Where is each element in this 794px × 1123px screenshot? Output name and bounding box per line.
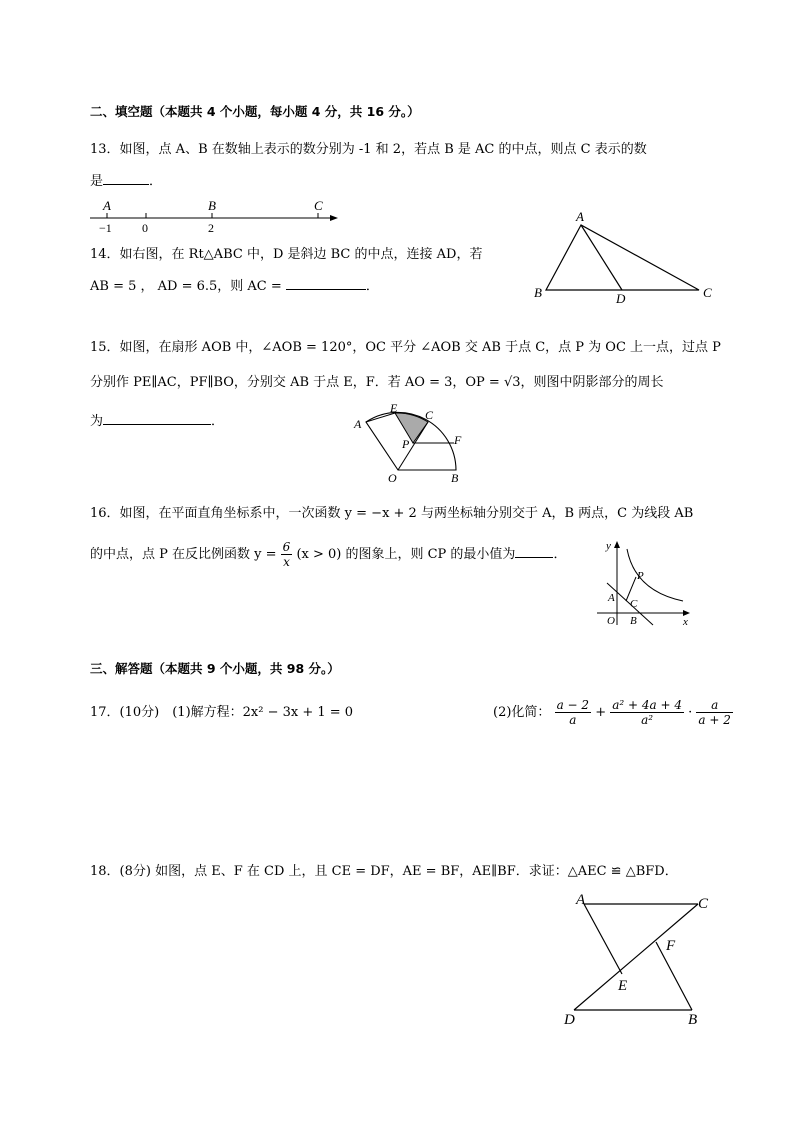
label-C: C [314, 198, 323, 213]
q14-answer-blank[interactable] [286, 277, 366, 290]
segment-AE [584, 904, 622, 974]
q14-suffix: ． [365, 279, 379, 294]
q18-figure [560, 892, 720, 1032]
q13-prefix: 是 [90, 174, 104, 189]
frac3-num: a [696, 698, 732, 713]
label-A: A [103, 198, 111, 213]
label-A: A [354, 417, 362, 431]
q14-text-line1: 14．如右图，在 Rt△ABC 中，D 是斜边 BC 的中点，连接 AD，若 [90, 247, 483, 262]
frac1-num: a − 2 [556, 698, 590, 712]
q16-frac-den: x [283, 555, 290, 569]
q15-text-line2: 分别作 PE∥AC，PF∥BO，分别交 AB 于点 E，F．若 AO = 3，OP = √3，则图中阴影部分的周长 [90, 375, 664, 390]
section-heading-solutions: 三、解答题（本题共 9 个小题，共 98 分。） [90, 661, 340, 676]
label-O: O [607, 615, 615, 627]
frac2-den: a² [641, 713, 654, 727]
label-B: B [534, 285, 542, 300]
q16-text-line2 [90, 540, 566, 570]
label-B: B [208, 198, 216, 213]
frac3-den: a + 2 [698, 713, 731, 727]
q17-fraction-1 [555, 698, 591, 727]
label-C: C [703, 285, 712, 300]
number-line-arrow [330, 215, 338, 221]
q15-sector-figure [350, 400, 470, 490]
label-x: x [683, 616, 688, 628]
hyperbola-curve [627, 549, 683, 601]
q16-coordinate-figure [595, 537, 695, 629]
label-A: A [608, 592, 615, 604]
label-A: A [576, 892, 586, 908]
q16-frac-num: 6 [282, 540, 291, 554]
label-2: 2 [208, 221, 214, 235]
label-A: A [576, 209, 584, 224]
q16-suffix: ． [553, 547, 567, 562]
label-B: B [688, 1012, 698, 1028]
label-C: C [698, 896, 709, 912]
label-B: B [451, 471, 459, 485]
q17-fraction-3 [696, 698, 732, 727]
label-D: D [616, 291, 626, 306]
q17-part1: 17．(10分) (1)解方程：2x² − 3x + 1 = 0 [90, 705, 354, 720]
segment-AD [581, 225, 622, 290]
label-D: D [564, 1012, 575, 1028]
label-P: P [637, 570, 644, 582]
label-E: E [390, 401, 398, 415]
q16-text-line1: 16．如图，在平面直角坐标系中，一次函数 y = −x + 2 与两坐标轴分别交于 A，B 两点，C 为线段 AB [90, 506, 694, 521]
label-P: P [402, 437, 410, 451]
label-F: F [666, 938, 676, 954]
frac2-num: a² + 4a + 4 [612, 698, 682, 712]
q17-fraction-2 [610, 698, 684, 727]
label-0: 0 [142, 221, 148, 235]
q17-part2-prefix: (2)化简： [493, 705, 551, 720]
q13-suffix: ． [149, 174, 163, 189]
triangle-ABC [546, 225, 699, 290]
label-C: C [425, 408, 434, 422]
label-E: E [618, 978, 628, 994]
plus-sign: + [595, 705, 607, 720]
q14-text-line2 [90, 277, 379, 295]
q13-answer-blank[interactable] [103, 172, 149, 185]
q15-suffix: ． [211, 414, 225, 429]
y-axis-arrow [614, 541, 620, 548]
label-F: F [454, 433, 462, 447]
q13-number-line [90, 195, 350, 235]
section-heading-fill-in: 二、填空题（本题共 4 个小题，每小题 4 分，共 16 分。） [90, 104, 420, 119]
q16-prefix: 的中点，点 P 在反比例函数 y = [90, 547, 277, 562]
q15-text-line3 [90, 412, 224, 430]
q13-text-line1: 13．如图，点 A、B 在数轴上表示的数分别为 -1 和 2，若点 B 是 AC 的中点，则点 C 表示的数 [90, 142, 647, 157]
dot-sign: · [688, 705, 693, 720]
q18-text: 18．(8分) 如图，点 E、F 在 CD 上，且 CE = DF，AE = BF，AE∥BF．求证：△AEC ≌ △BFD． [90, 864, 678, 879]
label-C: C [630, 598, 638, 610]
label-y: y [606, 540, 611, 552]
q17-part2 [493, 698, 733, 728]
label-O: O [388, 471, 397, 485]
q16-answer-blank[interactable] [515, 545, 553, 558]
q15-text-line1: 15．如图，在扇形 AOB 中，∠AOB = 120°，OC 平分 ∠AOB 交 AB 于点 C，点 P 为 OC 上一点，过点 P [90, 340, 721, 355]
label-B: B [630, 615, 637, 627]
q16-mid: (x > 0) 的图象上，则 CP 的最小值为 [296, 547, 516, 562]
q15-answer-blank[interactable] [103, 412, 211, 425]
q16-fraction [281, 540, 293, 569]
q15-prefix: 为 [90, 414, 104, 429]
frac1-den: a [569, 713, 577, 727]
q13-text-line2 [90, 172, 162, 190]
q14-prefix: AB = 5 ， AD = 6.5，则 AC = [90, 279, 282, 294]
q14-triangle-figure [530, 205, 720, 305]
label-neg1: −1 [99, 221, 112, 235]
